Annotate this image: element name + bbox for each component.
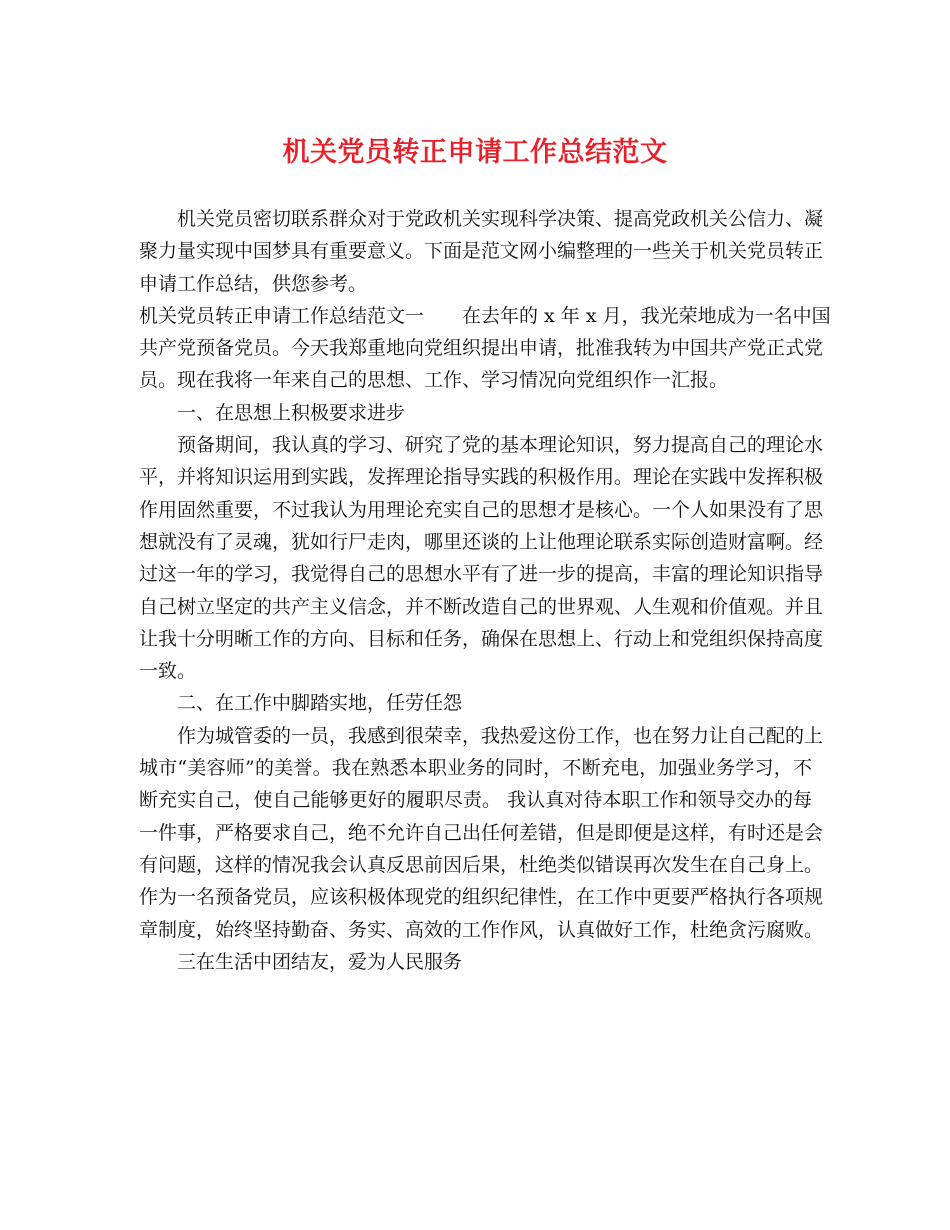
paragraph-line: 过这一年的学习，我觉得自己的思想水平有了进一步的提高，丰富的理论知识指导	[139, 563, 824, 586]
paragraph-line: 作用固然重要，不过我认为用理论充实自己的思想才是核心。一个人如果没有了思	[139, 498, 824, 521]
paragraph-line: 作为一名预备党员，应该积极体现党的组织纪律性，在工作中更要严格执行各项规	[139, 886, 824, 909]
document-title: 机关党员转正申请工作总结范文	[282, 137, 668, 168]
paragraph-line: 断充实自己，使自己能够更好的履职尽责。 我认真对待本职工作和领导交办的每	[139, 789, 812, 812]
paragraph-line: 共产党预备党员。今天我郑重地向党组织提出申请，批准我转为中国共产党正式党	[139, 337, 824, 360]
paragraph-line: 二、在工作中脚踏实地，任劳任怨	[177, 692, 463, 715]
paragraph-line: 预备期间，我认真的学习、研究了党的基本理论知识，努力提高自己的理论水	[177, 434, 824, 457]
paragraph-line: 机关党员密切联系群众对于党政机关实现科学决策、提高党政机关公信力、凝	[177, 208, 824, 230]
paragraph-line: 一件事，严格要求自己，绝不允许自己出任何差错，但是即便是这样，有时还是会	[139, 821, 824, 844]
paragraph-line: 作为城管委的一员，我感到很荣幸，我热爱这份工作，也在努力让自己配的上	[177, 724, 824, 747]
paragraph-line: 平，并将知识运用到实践，发挥理论指导实践的积极作用。理论在实践中发挥积极	[139, 466, 824, 489]
document-body	[139, 203, 831, 978]
paragraph-line: 让我十分明晰工作的方向、目标和任务，确保在思想上、行动上和党组织保持高度	[139, 627, 824, 650]
paragraph-line: 城市“美容师”的美誉。我在熟悉本职业务的同时，不断充电，加强业务学习，不	[139, 757, 812, 780]
paragraph-line: 一致。	[139, 660, 197, 683]
paragraph-line: 自己树立坚定的共产主义信念，并不断改造自己的世界观、人生观和价值观。并且	[139, 595, 824, 618]
paragraph-line: 员。现在我将一年来自己的思想、工作、学习情况向党组织作一汇报。	[139, 369, 729, 392]
paragraph-line: 申请工作总结，供您参考。	[139, 272, 368, 295]
paragraph-line: 想就没有了灵魂，犹如行尸走肉，哪里还谈的上让他理论联系实际创造财富啊。经	[139, 530, 824, 553]
paragraph-line: 三在生活中团结友，爱为人民服务	[177, 950, 463, 973]
paragraph-line: 章制度，始终坚持勤奋、务实、高效的工作作风，认真做好工作，杜绝贪污腐败。	[139, 918, 824, 941]
paragraph-line: 一、在思想上积极要求进步	[177, 401, 406, 424]
paragraph-line: 聚力量实现中国梦具有重要意义。下面是范文网小编整理的一些关于机关党员转正	[139, 240, 824, 263]
paragraph-line: 机关党员转正申请工作总结范文一 在去年的 x 年 x 月，我光荣地成为一名中国	[139, 304, 831, 327]
paragraph-line: 有问题，这样的情况我会认真反思前因后果，杜绝类似错误再次发生在自己身上。	[139, 853, 824, 876]
